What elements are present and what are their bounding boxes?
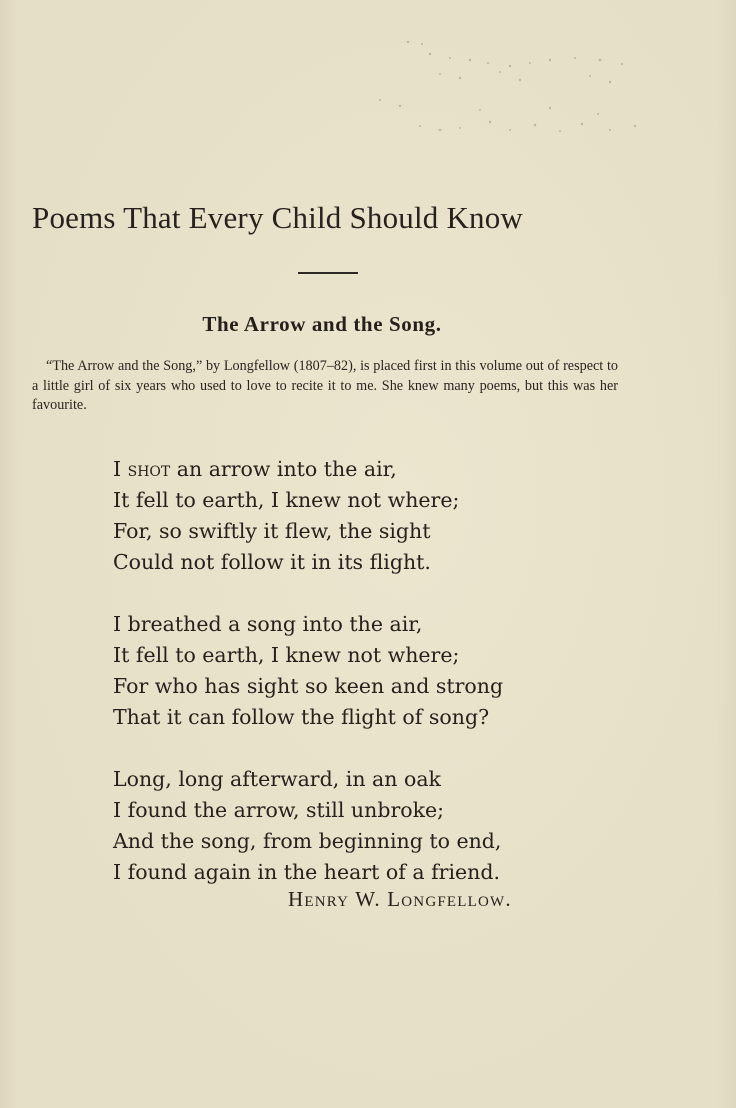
stanza-line: Long, long afterward, in an oak [113, 767, 441, 791]
stanza-line: And the song, from beginning to end, [113, 829, 502, 853]
stanza-line: Could not follow it in its flight. [113, 550, 431, 574]
title-rule-divider [298, 272, 358, 274]
stanza-3 [113, 764, 613, 888]
line-rest: an arrow into the air, [170, 457, 397, 481]
stanza-line: For who has sight so keen and strong [113, 674, 504, 698]
stanza-1 [113, 454, 613, 578]
running-title: Poems That Every Child Should Know [32, 200, 524, 235]
poem-title [0, 312, 650, 337]
stanza-2 [113, 609, 613, 733]
drop-word: I shot [113, 457, 171, 481]
stanza-line: It fell to earth, I knew not where; [113, 488, 460, 512]
stanza-line: It fell to earth, I knew not where; [113, 643, 460, 667]
stanza-line [113, 454, 613, 485]
show-through-marks [360, 30, 660, 150]
stanza-line: I found again in the heart of a friend. [113, 860, 501, 884]
stanza-line: That it can follow the flight of song? [113, 705, 490, 729]
editor-note: “The Arrow and the Song,” by Longfellow (1807–82), is placed first in this volume out of respect to a little girl of six years who used to love to recite it to me. She knew many poems, but this was her favourite. [32, 358, 618, 414]
stanza-line: I found the arrow, still unbroke; [113, 798, 445, 822]
poem-title-text: The Arrow and the Song. [202, 312, 442, 336]
poem-author: Henry W. Longfellow. [288, 887, 512, 911]
stanza-line: For, so swiftly it flew, the sight [113, 519, 431, 543]
stanza-line: I breathed a song into the air, [113, 612, 423, 636]
